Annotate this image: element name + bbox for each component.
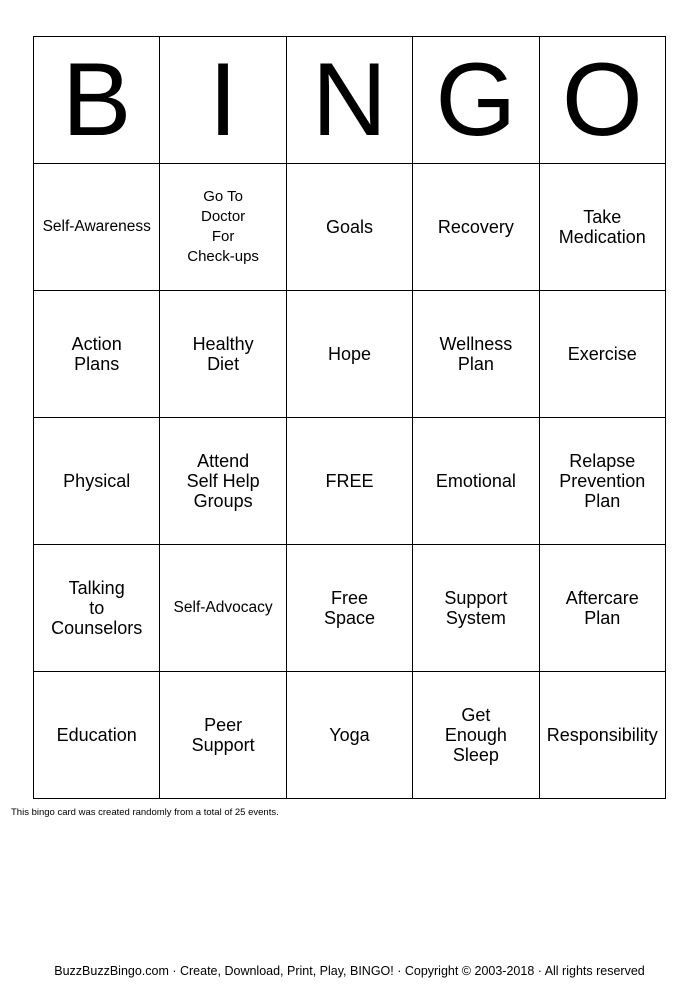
bingo-cell [413,291,539,418]
cell-text: Go To Doctor For Check-ups [187,188,259,265]
cell-text: Peer Support [191,715,255,755]
bingo-row-2 [34,291,666,418]
bingo-cell [34,418,160,545]
cell-text: Talking to Counselors [51,578,143,638]
bingo-row-4 [34,545,666,672]
bingo-cell [160,164,286,291]
cell-text: Education [56,725,137,745]
bingo-cell [413,545,539,672]
cell-text: Aftercare Plan [565,588,639,628]
header-letter-i: I [160,37,286,164]
bingo-cell [160,418,286,545]
bingo-cell [34,545,160,672]
bingo-cell [160,291,286,418]
bingo-cell [160,672,286,799]
cell-text: Support System [444,588,508,628]
free-cell [286,418,412,545]
cell-text: Self-Awareness [42,218,151,235]
cell-text: Emotional [435,471,516,491]
cell-text: Relapse Prevention Plan [559,451,646,511]
cell-text: Responsibility [546,725,658,745]
bingo-cell [34,164,160,291]
bingo-cell [286,164,412,291]
bingo-cell [286,545,412,672]
cell-text: Exercise [567,344,637,364]
site-footer: BuzzBuzzBingo.com · Create, Download, Print, Play, BINGO! · Copyright © 2003-2018 · All rights reserved [54,964,645,978]
bingo-cell [539,418,665,545]
bingo-cell [286,291,412,418]
header-letter-n: N [286,37,412,164]
cell-text: Wellness Plan [439,334,513,374]
bingo-cell [34,672,160,799]
bingo-card [33,36,666,799]
bingo-row-1 [34,164,666,291]
cell-text: Get Enough Sleep [444,705,507,765]
cell-text: Recovery [437,217,514,237]
bingo-cell [34,291,160,418]
cell-text: Self-Advocacy [173,599,273,616]
cell-text: Free Space [323,588,375,628]
header-letter-o: O [539,37,665,164]
bingo-header-row [34,37,666,164]
bingo-cell [286,672,412,799]
bingo-cell [160,545,286,672]
cell-text: Physical [63,471,131,491]
bingo-cell [539,672,665,799]
cell-text: Healthy Diet [192,334,254,374]
header-letter-g: G [413,37,539,164]
header-letter-b: B [34,37,160,164]
bingo-cell [539,545,665,672]
bingo-cell [413,672,539,799]
bingo-cell [539,291,665,418]
cell-text: Action Plans [71,334,122,374]
cell-text: Take Medication [558,207,646,247]
cell-text: Goals [325,217,373,237]
bingo-row-5 [34,672,666,799]
bingo-cell [413,418,539,545]
cell-text: FREE [325,471,374,491]
cell-text: Yoga [329,725,370,745]
cell-text: Hope [327,344,371,364]
bingo-cell [539,164,665,291]
card-footnote: This bingo card was created randomly from a total of 25 events. [11,807,279,818]
cell-text: Attend Self Help Groups [186,451,260,511]
bingo-row-3 [34,418,666,545]
bingo-cell [413,164,539,291]
